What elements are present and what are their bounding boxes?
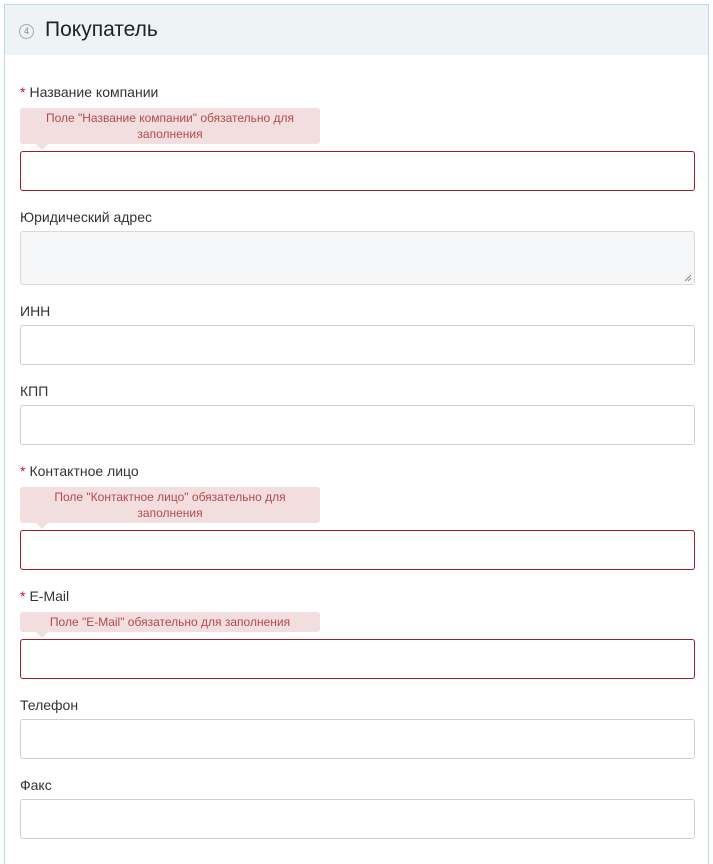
inn-label: ИНН: [20, 303, 51, 319]
company-name-error-wrap: [20, 108, 695, 144]
email-input-wrap: [20, 639, 695, 679]
step-number-badge: 4: [19, 24, 34, 39]
email-error-tooltip: Поле "E-Mail" обязательно для заполнения: [20, 612, 320, 632]
contact-person-input[interactable]: [20, 530, 695, 570]
required-marker: *: [20, 588, 26, 604]
section-title: Покупатель: [45, 18, 158, 41]
fax-input[interactable]: [20, 799, 695, 839]
phone-label: Телефон: [20, 697, 79, 713]
buyer-section: [4, 4, 709, 864]
kpp-label: КПП: [20, 383, 49, 399]
company-name-input-wrap: [20, 151, 695, 191]
field-email: [20, 587, 695, 605]
field-fax: [20, 776, 695, 794]
kpp-input[interactable]: [20, 405, 695, 445]
field-legal-address: [20, 208, 695, 226]
kpp-input-wrap: [20, 405, 695, 445]
legal-address-label: Юридический адрес: [20, 209, 153, 225]
required-marker: *: [20, 463, 26, 479]
contact-person-input-wrap: [20, 530, 695, 570]
contact-person-error-wrap: [20, 487, 695, 523]
contact-person-label: [20, 462, 695, 480]
phone-input-wrap: [20, 719, 695, 759]
phone-input[interactable]: [20, 719, 695, 759]
contact-person-label-text: Контактное лицо: [29, 463, 139, 479]
contact-person-error-tooltip: Поле "Контактное лицо" обязательно для заполнения: [20, 487, 320, 523]
inn-input[interactable]: [20, 325, 695, 365]
company-name-label: [20, 83, 695, 101]
fax-input-wrap: [20, 799, 695, 839]
field-inn: [20, 302, 695, 320]
email-label: [20, 587, 695, 605]
legal-address-input-wrap: [20, 231, 695, 285]
fax-label: Факс: [20, 777, 52, 793]
field-kpp: [20, 382, 695, 400]
required-marker: *: [20, 84, 26, 100]
email-error-wrap: [20, 612, 695, 632]
legal-address-textarea[interactable]: [20, 231, 695, 285]
section-header: [5, 5, 708, 55]
resize-handle-icon[interactable]: [684, 274, 692, 282]
field-company-name: [20, 83, 695, 101]
email-input[interactable]: [20, 639, 695, 679]
company-name-input[interactable]: [20, 151, 695, 191]
inn-input-wrap: [20, 325, 695, 365]
email-label-text: E-Mail: [29, 588, 70, 604]
field-phone: [20, 696, 695, 714]
company-name-label-text: Название компании: [29, 84, 159, 100]
company-name-error-tooltip: Поле "Название компании" обязательно для заполнения: [20, 108, 320, 144]
field-contact-person: [20, 462, 695, 480]
